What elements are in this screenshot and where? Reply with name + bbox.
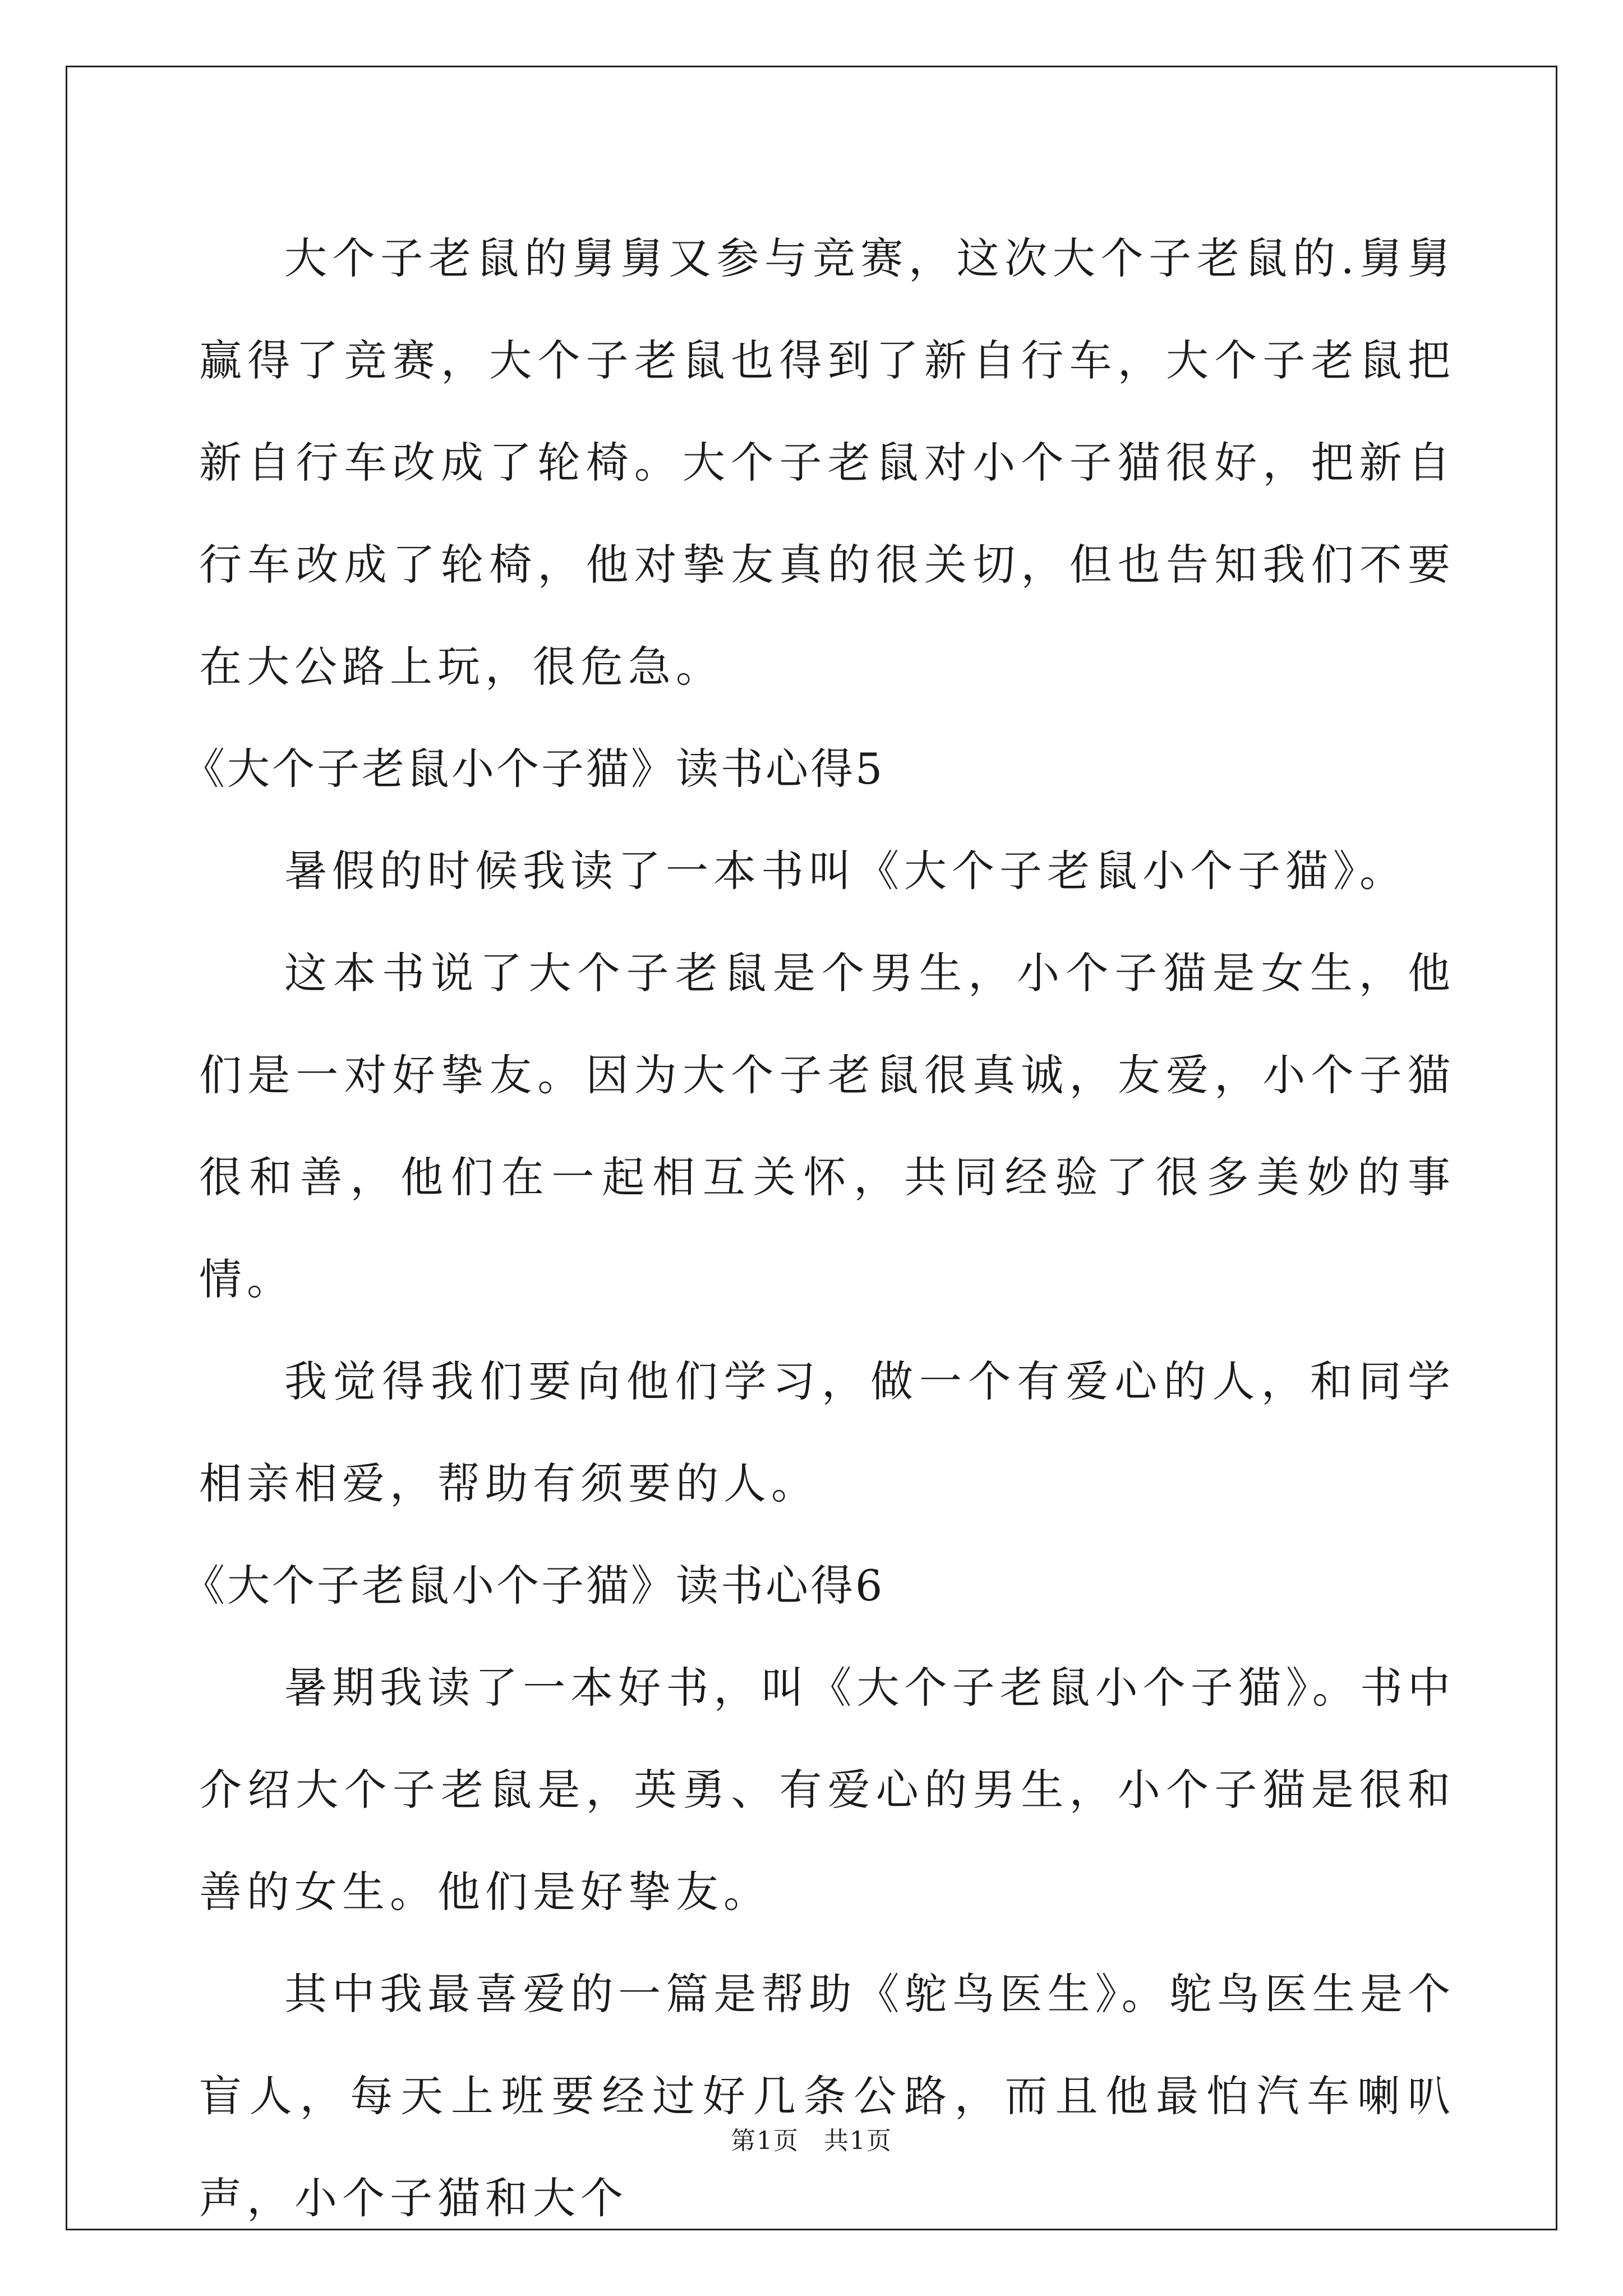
paragraph-3: 这本书说了大个子老鼠是个男生，小个子猫是女生，他们是一对好挚友。因为大个子老鼠很真诚，友爱，小个子猫很和善，他们在一起相互关怀，共同经验了很多美妙的事情。	[199, 948, 1455, 1304]
paragraph-1: 大个子老鼠的舅舅又参与竞赛，这次大个子老鼠的.舅舅赢得了竞赛，大个子老鼠也得到了新自行车，大个子老鼠把新自行车改成了轮椅。大个子老鼠对小个子猫很好，把新自行车改成了轮椅，他对挚友真的很关切，但也告知我们不要在大公路上玩，很危急。	[199, 233, 1455, 692]
page-number-current: 第1页	[731, 2127, 799, 2155]
paragraph-2: 暑假的时候我读了一本书叫《大个子老鼠小个子猫》。	[284, 846, 1407, 896]
section-heading-6: 《大个子老鼠小个子猫》读书心得6	[182, 1561, 885, 1611]
document-body	[182, 208, 1455, 2249]
paragraph-6: 其中我最喜爱的一篇是帮助《鸵鸟医生》。鸵鸟医生是个盲人，每天上班要经过好几条公路，而且他最怕汽车喇叭声，小个子猫和大个	[199, 1969, 1455, 2223]
paragraph-5: 暑期我读了一本好书，叫《大个子老鼠小个子猫》。书中介绍大个子老鼠是，英勇、有爱心的男生，小个子猫是很和善的女生。他们是好挚友。	[199, 1663, 1455, 1917]
section-heading-5: 《大个子老鼠小个子猫》读书心得5	[182, 744, 885, 794]
page-footer	[0, 2120, 1623, 2156]
page-number-total: 共1页	[824, 2127, 892, 2155]
paragraph-4: 我觉得我们要向他们学习，做一个有爱心的人，和同学相亲相爱，帮助有须要的人。	[199, 1356, 1455, 1508]
